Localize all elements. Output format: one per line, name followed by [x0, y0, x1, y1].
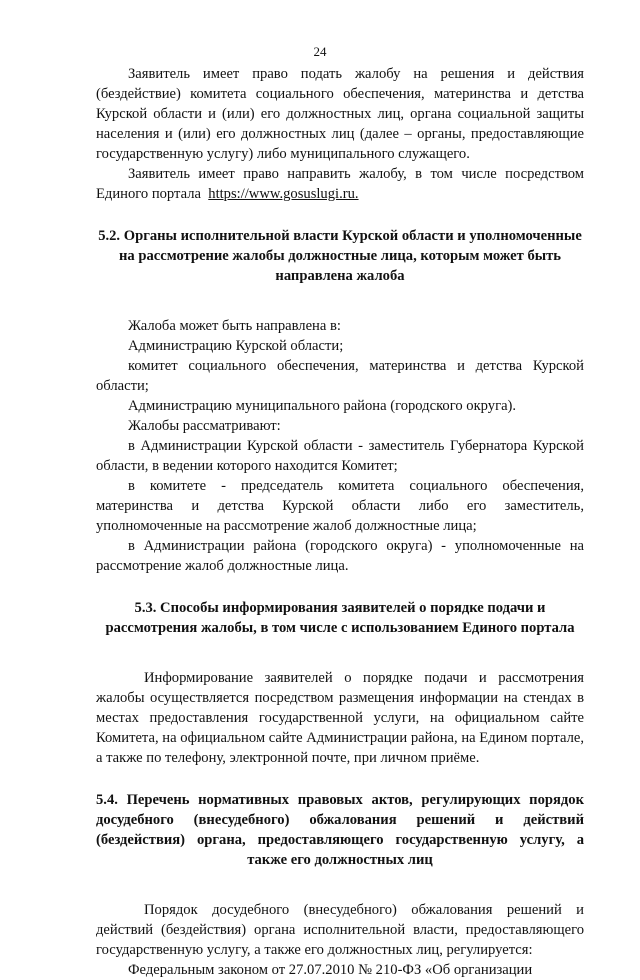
portal-text: Заявитель имеет право направить жалобу, в том числе посредством Единого портала [96, 166, 584, 202]
complaint-line-1: Жалоба может быть направлена в: [128, 318, 341, 334]
page-content [96, 64, 584, 980]
complaint-line-4: Администрацию муниципального района (городского округа). [128, 398, 517, 414]
gosuslugi-link[interactable]: https://www.gosuslugi.ru. [208, 186, 359, 202]
complaint-line-6: в Администрации Курской области - заместитель Губернатора Курской области, в ведении которого находится Комитет; [96, 438, 584, 474]
paragraph-procedure: Порядок досудебного (внесудебного) обжалования решений и действий (бездействия) органа исполнительной власти, предоставляющего государственную услугу, а также его должностных лиц, регулируется: [96, 902, 584, 958]
heading-5-3: 5.3. Способы информирования заявителей о порядке подачи и рассмотрения жалобы, в том числе с использованием Единого портала [105, 600, 575, 636]
paragraph-informing: Информирование заявителей о порядке подачи и рассмотрения жалобы осуществляется посредством размещения информации на стендах в местах предоставления государственной услуги, на официальном сайте Комитета, на официальном сайте Администрации района, на Едином портале, а также по телефону, электронной почте, при личном приёме. [96, 670, 584, 766]
complaint-line-3: комитет социального обеспечения, материнства и детства Курской области; [96, 358, 584, 394]
paragraph-right-to-complain: Заявитель имеет право подать жалобу на решения и действия (бездействие) комитета социального обеспечения, материнства и детства Курской области и (или) его должностных лиц, органа социальной защиты населения и (или) его должностных лиц (далее – органы, предоставляющие государственную услугу) либо муниципального служащего. [96, 66, 584, 162]
page-number: 24 [313, 44, 327, 59]
paragraph-federal-law: Федеральным законом от 27.07.2010 № 210-ФЗ «Об организации [128, 962, 533, 978]
heading-5-4: 5.4. Перечень нормативных правовых актов, регулирующих порядок досудебного (внесудебного) обжалования решений и действий (бездействия) органа, предоставляющего государственную услугу, а также его должностных лиц [96, 792, 584, 868]
heading-5-2: 5.2. Органы исполнительной власти Курской области и уполномоченные на рассмотрение жалобы должностные лица, которым может быть направлена жалоба [98, 228, 582, 284]
complaint-line-5: Жалобы рассматривают: [128, 418, 281, 434]
complaint-line-8: в Администрации района (городского округа) - уполномоченные на рассмотрение жалоб должностные лица. [96, 538, 584, 574]
complaint-line-7: в комитете - председатель комитета социального обеспечения, материнства и детства Курской области либо его заместитель, уполномоченные на рассмотрение жалоб должностные лица; [96, 478, 584, 534]
paragraph-portal [96, 164, 584, 204]
complaint-line-2: Администрацию Курской области; [128, 338, 344, 354]
